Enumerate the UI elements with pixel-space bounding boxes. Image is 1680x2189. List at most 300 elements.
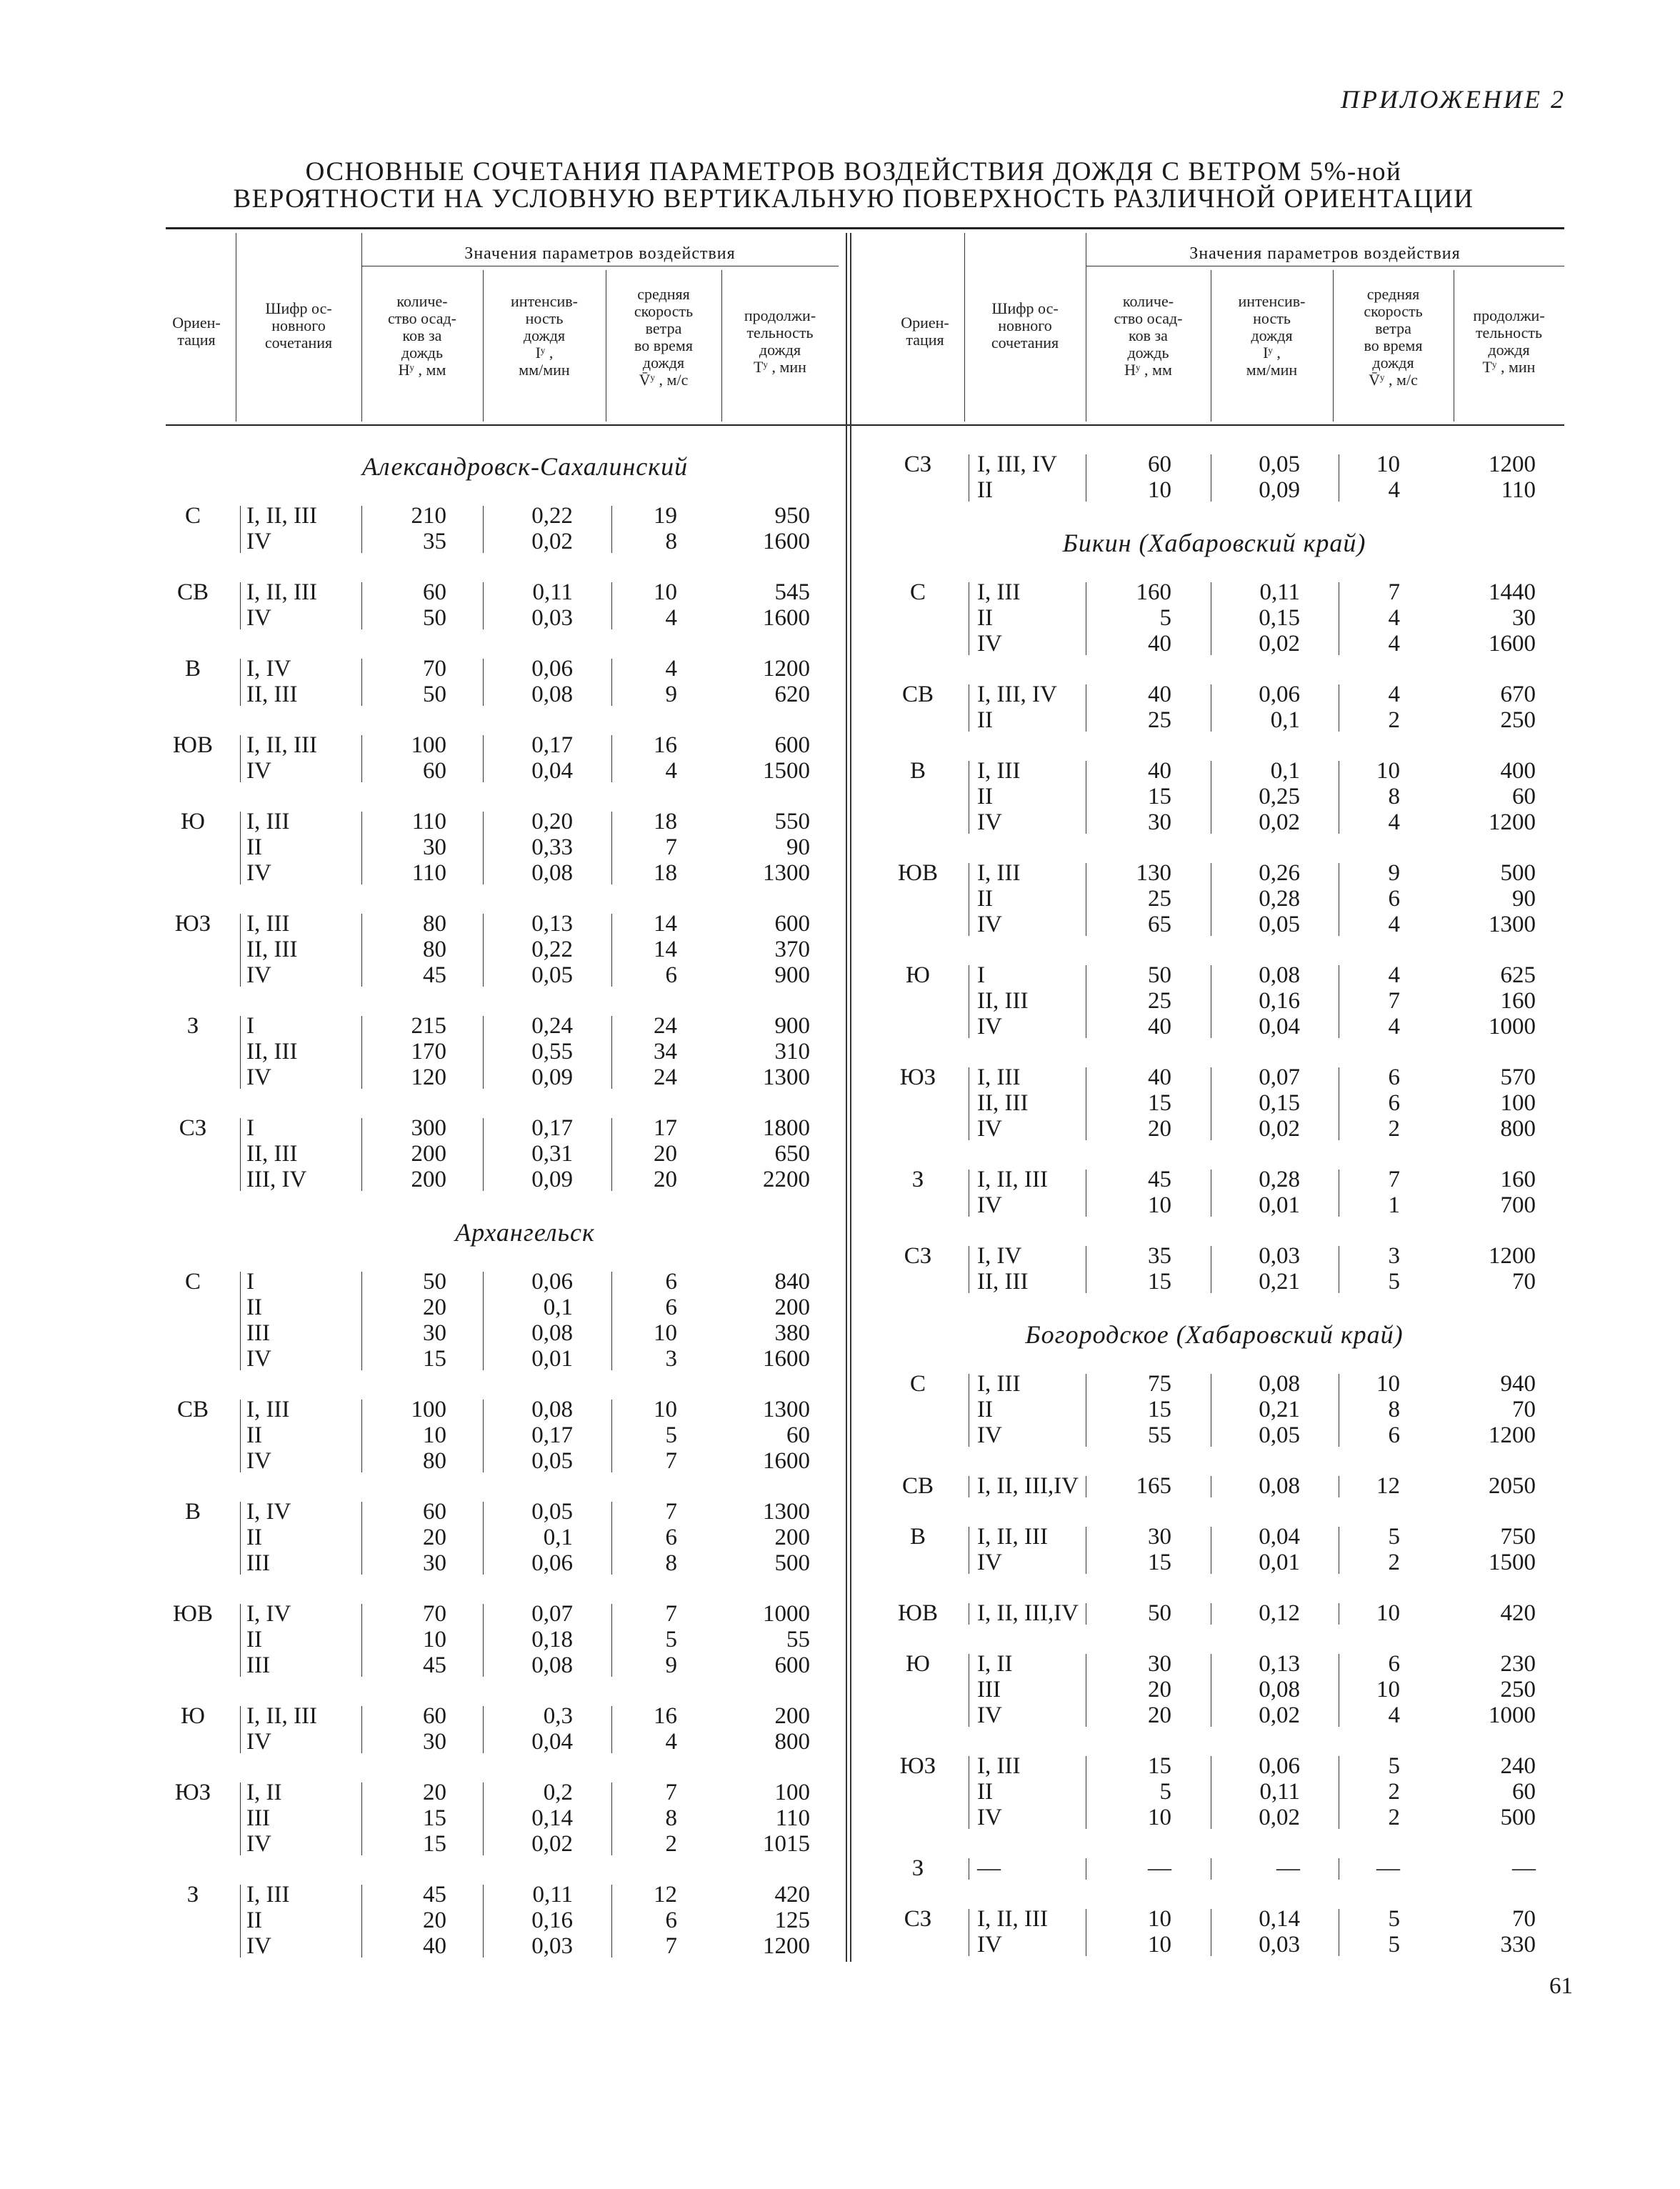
table-row: [0, 834, 810, 860]
code-cell: I, IV: [246, 1499, 291, 1525]
column-separator: [611, 582, 612, 629]
amount-cell: 15: [1148, 1090, 1171, 1116]
wind-speed-cell: —: [1376, 1855, 1400, 1881]
duration-cell: 2050: [1489, 1473, 1536, 1499]
duration-cell: 900: [774, 962, 810, 988]
duration-cell: 1600: [763, 529, 810, 554]
code-cell: I, III: [246, 1397, 290, 1422]
code-cell: III, IV: [246, 1167, 307, 1192]
intensity-cell: 0,02: [1259, 809, 1300, 835]
duration-cell: 200: [774, 1703, 810, 1729]
orientation-cell: СВ: [176, 1397, 209, 1422]
intensity-cell: —: [1276, 1855, 1300, 1881]
code-cell: I, II, III: [246, 579, 317, 605]
intensity-cell: 0,07: [531, 1601, 573, 1627]
wind-speed-cell: 12: [654, 1882, 677, 1908]
intensity-cell: 0,12: [1259, 1600, 1300, 1626]
code-cell: III: [977, 1677, 1001, 1702]
code-cell: I, III, IV: [977, 452, 1057, 477]
code-cell: II: [977, 886, 993, 912]
intensity-cell: 0,15: [1259, 1090, 1300, 1116]
amount-cell: 10: [423, 1627, 446, 1652]
column-separator: [361, 812, 362, 884]
code-cell: IV: [977, 1550, 1002, 1575]
amount-cell: 10: [423, 1422, 446, 1448]
wind-speed-cell: 5: [1388, 1524, 1400, 1550]
amount-cell: 50: [1148, 1600, 1171, 1626]
amount-cell: 20: [423, 1908, 446, 1933]
intensity-cell: 0,17: [531, 1115, 573, 1141]
header-duration-right: продолжи- тельность дождя Тʸ , мин: [1473, 306, 1545, 376]
duration-cell: 1500: [763, 758, 810, 784]
column-separator: [240, 1272, 241, 1370]
table-row: [0, 1831, 810, 1857]
duration-cell: 1200: [1489, 1243, 1536, 1269]
intensity-cell: 0,11: [1259, 1779, 1300, 1805]
column-separator: [611, 914, 612, 987]
table-row: [0, 937, 810, 962]
duration-cell: 250: [1500, 707, 1536, 733]
table-row: [0, 503, 810, 529]
wind-speed-cell: 14: [654, 911, 677, 937]
code-cell: II: [246, 1627, 262, 1652]
column-separator: [240, 1706, 241, 1753]
table-row: [0, 1882, 810, 1908]
table-row: [0, 1677, 1536, 1702]
amount-cell: 80: [423, 1448, 446, 1474]
duration-cell: 420: [774, 1882, 810, 1908]
wind-speed-cell: 9: [1388, 860, 1400, 886]
intensity-cell: 0,05: [531, 1448, 573, 1474]
intensity-cell: 0,16: [1259, 988, 1300, 1014]
amount-cell: 120: [411, 1064, 446, 1090]
code-cell: IV: [977, 1014, 1002, 1039]
table-row: [0, 631, 1536, 657]
intensity-cell: 0,08: [1259, 1371, 1300, 1397]
intensity-cell: 0,05: [531, 962, 573, 988]
intensity-cell: 0,03: [1259, 1932, 1300, 1958]
column-separator: [361, 914, 362, 987]
column-separator: [611, 1272, 612, 1370]
column-separator: [240, 812, 241, 884]
intensity-cell: 0,14: [531, 1805, 573, 1831]
amount-cell: 65: [1148, 912, 1171, 937]
amount-cell: 15: [1148, 1397, 1171, 1422]
wind-speed-cell: 4: [1388, 631, 1400, 657]
wind-speed-cell: 3: [1388, 1243, 1400, 1269]
wind-speed-cell: 8: [665, 1805, 677, 1831]
orientation-cell: В: [184, 1499, 201, 1525]
amount-cell: 15: [1148, 1269, 1171, 1295]
column-separator: [611, 1502, 612, 1575]
intensity-cell: 0,09: [1259, 477, 1300, 503]
intensity-cell: 0,02: [1259, 1116, 1300, 1142]
table-row: [0, 529, 810, 554]
duration-cell: 1600: [763, 605, 810, 631]
amount-cell: —: [1148, 1855, 1171, 1881]
column-separator: [611, 1400, 612, 1472]
wind-speed-cell: 10: [654, 579, 677, 605]
duration-cell: 330: [1500, 1932, 1536, 1958]
column-separator: [483, 1272, 484, 1370]
orientation-cell: ЮЗ: [899, 1064, 936, 1090]
wind-speed-cell: 4: [665, 605, 677, 631]
header-group-label: Значения параметров воздействия: [464, 244, 736, 263]
intensity-cell: 0,06: [531, 656, 573, 682]
intensity-cell: 0,06: [531, 1269, 573, 1295]
code-cell: I, IV: [246, 656, 291, 682]
intensity-cell: 0,07: [1259, 1064, 1300, 1090]
wind-speed-cell: 4: [1388, 1702, 1400, 1728]
amount-cell: 170: [411, 1039, 446, 1064]
duration-cell: 380: [774, 1320, 810, 1346]
code-cell: II: [977, 605, 993, 631]
wind-speed-cell: 4: [1388, 605, 1400, 631]
code-cell: II: [977, 784, 993, 809]
wind-speed-cell: 2: [1388, 1116, 1400, 1142]
intensity-cell: 0,20: [531, 809, 573, 834]
duration-cell: 240: [1500, 1753, 1536, 1779]
header-intensity-left: интенсив- ность дождя Iʸ , мм/мин: [511, 292, 578, 379]
wind-speed-cell: 6: [1388, 1090, 1400, 1116]
wind-speed-cell: 10: [654, 1320, 677, 1346]
code-cell: IV: [977, 1805, 1002, 1830]
code-cell: I, III, IV: [977, 682, 1057, 707]
code-cell: I, II, III: [977, 1906, 1048, 1932]
column-separator: [611, 1016, 612, 1089]
intensity-cell: 0,08: [531, 1652, 573, 1678]
column-separator: [361, 1400, 362, 1472]
appendix-label: ПРИЛОЖЕНИЕ 2: [1341, 85, 1566, 114]
wind-speed-cell: 24: [654, 1064, 677, 1090]
intensity-cell: 0,1: [543, 1295, 573, 1320]
amount-cell: 80: [423, 937, 446, 962]
intensity-cell: 0,3: [543, 1703, 573, 1729]
wind-speed-cell: 6: [665, 962, 677, 988]
amount-cell: 165: [1136, 1473, 1171, 1499]
duration-cell: 500: [774, 1550, 810, 1576]
intensity-cell: 0,08: [531, 1397, 573, 1422]
orientation-cell: С: [909, 1371, 926, 1397]
wind-speed-cell: 6: [665, 1908, 677, 1933]
wind-speed-cell: 10: [654, 1397, 677, 1422]
wind-speed-cell: 3: [665, 1346, 677, 1372]
amount-cell: 10: [1148, 1932, 1171, 1958]
wind-speed-cell: 10: [1376, 1371, 1400, 1397]
duration-cell: 1500: [1489, 1550, 1536, 1575]
amount-cell: 60: [423, 579, 446, 605]
intensity-cell: 0,1: [1270, 707, 1300, 733]
column-separator: [361, 1016, 362, 1089]
intensity-cell: 0,22: [531, 937, 573, 962]
wind-speed-cell: 24: [654, 1013, 677, 1039]
table-row: [0, 477, 1536, 503]
wind-speed-cell: 4: [665, 758, 677, 784]
code-cell: I, III: [977, 1064, 1021, 1090]
duration-cell: 1800: [763, 1115, 810, 1141]
intensity-cell: 0,2: [543, 1780, 573, 1805]
intensity-cell: 0,03: [1259, 1243, 1300, 1269]
orientation-cell: З: [911, 1855, 924, 1881]
duration-cell: 1200: [1489, 452, 1536, 477]
duration-cell: 1300: [763, 1064, 810, 1090]
intensity-cell: 0,04: [531, 758, 573, 784]
column-separator: [240, 1016, 241, 1089]
orientation-cell: В: [909, 1524, 926, 1550]
wind-speed-cell: 2: [1388, 1550, 1400, 1575]
amount-cell: 50: [423, 682, 446, 707]
code-cell: I, II: [977, 1651, 1013, 1677]
orientation-cell: СВ: [176, 579, 209, 605]
duration-cell: 60: [1512, 784, 1536, 809]
table-top-rule: [166, 227, 1564, 229]
duration-cell: 600: [774, 732, 810, 758]
code-cell: IV: [977, 631, 1002, 657]
code-cell: IV: [977, 1702, 1002, 1728]
orientation-cell: ЮВ: [898, 860, 938, 886]
duration-cell: 800: [1500, 1116, 1536, 1142]
amount-cell: 10: [1148, 1906, 1171, 1932]
duration-cell: 1600: [1489, 631, 1536, 657]
code-cell: II, III: [977, 988, 1029, 1014]
title-line: ОСНОВНЫЕ СОЧЕТАНИЯ ПАРАМЕТРОВ ВОЗДЕЙСТВИЯ ДОЖДЯ С ВЕТРОМ 5%-ной: [305, 157, 1402, 186]
code-cell: I, III: [977, 758, 1021, 784]
duration-cell: 620: [774, 682, 810, 707]
table-column-divider: [846, 233, 851, 1962]
intensity-cell: 0,01: [531, 1346, 573, 1372]
intensity-cell: 0,25: [1259, 784, 1300, 809]
intensity-cell: 0,1: [543, 1525, 573, 1550]
amount-cell: 200: [411, 1167, 446, 1192]
column-separator: [483, 735, 484, 782]
intensity-cell: 0,05: [1259, 912, 1300, 937]
duration-cell: 600: [774, 911, 810, 937]
duration-cell: 700: [1500, 1192, 1536, 1218]
amount-cell: 50: [1148, 962, 1171, 988]
wind-speed-cell: 20: [654, 1141, 677, 1167]
wind-speed-cell: 8: [665, 1550, 677, 1576]
amount-cell: 45: [1148, 1167, 1171, 1192]
amount-cell: 15: [423, 1831, 446, 1857]
intensity-cell: 0,02: [531, 1831, 573, 1857]
page-number: 61: [1549, 1973, 1573, 1999]
intensity-cell: 0,28: [1259, 1167, 1300, 1192]
amount-cell: 30: [423, 834, 446, 860]
amount-cell: 160: [1136, 579, 1171, 605]
wind-speed-cell: 7: [665, 1780, 677, 1805]
table-row: [0, 1855, 1536, 1881]
duration-cell: 650: [774, 1141, 810, 1167]
duration-cell: 670: [1500, 682, 1536, 707]
wind-speed-cell: 10: [1376, 452, 1400, 477]
header-wind-left: средняя скорость ветра во время дождя V̄ʸ , м/с: [634, 285, 694, 389]
amount-cell: 10: [1148, 1192, 1171, 1218]
code-cell: II, III: [246, 682, 298, 707]
wind-speed-cell: 7: [665, 1933, 677, 1959]
amount-cell: 110: [411, 809, 446, 834]
intensity-cell: 0,33: [531, 834, 573, 860]
wind-speed-cell: 7: [665, 1448, 677, 1474]
column-separator: [483, 812, 484, 884]
document-title: [157, 159, 1550, 213]
amount-cell: 30: [1148, 1651, 1171, 1677]
intensity-cell: 0,06: [531, 1550, 573, 1576]
code-cell: IV: [246, 962, 271, 988]
orientation-cell: В: [909, 758, 926, 784]
amount-cell: 215: [411, 1013, 446, 1039]
amount-cell: 30: [423, 1729, 446, 1755]
code-cell: IV: [246, 1729, 271, 1755]
duration-cell: 625: [1500, 962, 1536, 988]
section-title: Архангельск: [455, 1218, 595, 1247]
column-separator: [240, 1400, 241, 1472]
amount-cell: 30: [1148, 809, 1171, 835]
amount-cell: 60: [423, 1499, 446, 1525]
amount-cell: 15: [423, 1346, 446, 1372]
code-cell: I, III: [977, 579, 1021, 605]
duration-cell: 750: [1500, 1524, 1536, 1550]
wind-speed-cell: 5: [665, 1627, 677, 1652]
column-separator: [361, 1118, 362, 1191]
duration-cell: 500: [1500, 1805, 1536, 1830]
intensity-cell: 0,08: [1259, 962, 1300, 988]
amount-cell: 5: [1159, 1779, 1171, 1805]
intensity-cell: 0,21: [1259, 1397, 1300, 1422]
amount-cell: 20: [423, 1780, 446, 1805]
code-cell: IV: [246, 1346, 271, 1372]
code-cell: I, II, III: [246, 503, 317, 529]
wind-speed-cell: 4: [665, 656, 677, 682]
duration-cell: 310: [774, 1039, 810, 1064]
wind-speed-cell: 12: [1376, 1473, 1400, 1499]
header-intensity-right: интенсив- ность дождя Iʸ , мм/мин: [1238, 292, 1306, 379]
amount-cell: 80: [423, 911, 446, 937]
column-separator: [240, 1502, 241, 1575]
orientation-cell: Ю: [181, 1703, 205, 1729]
code-cell: II: [246, 1908, 262, 1933]
orientation-cell: З: [186, 1013, 199, 1039]
wind-speed-cell: 7: [1388, 988, 1400, 1014]
section-title: Богородское (Хабаровский край): [1025, 1320, 1404, 1349]
intensity-cell: 0,15: [1259, 605, 1300, 631]
wind-speed-cell: 14: [654, 937, 677, 962]
column-separator: [361, 506, 362, 553]
table-row: [0, 988, 1536, 1014]
duration-cell: 550: [774, 809, 810, 834]
header-orientation-right: Ориен- тация: [901, 314, 949, 349]
column-separator: [483, 582, 484, 629]
amount-cell: 100: [411, 732, 446, 758]
intensity-cell: 0,03: [531, 605, 573, 631]
intensity-cell: 0,22: [531, 503, 573, 529]
amount-cell: 40: [423, 1933, 446, 1959]
column-separator: [611, 812, 612, 884]
code-cell: I, IV: [977, 1243, 1022, 1269]
duration-cell: 110: [1501, 477, 1536, 503]
column-separator: [483, 1502, 484, 1575]
code-cell: I: [246, 1115, 254, 1141]
intensity-cell: 0,01: [1259, 1550, 1300, 1575]
column-separator: [240, 506, 241, 553]
intensity-cell: 0,13: [1259, 1651, 1300, 1677]
duration-cell: 30: [1512, 605, 1536, 631]
table-row: [0, 1295, 810, 1320]
table-row: [0, 656, 810, 682]
code-cell: IV: [977, 809, 1002, 835]
duration-cell: 160: [1500, 988, 1536, 1014]
duration-cell: 420: [1500, 1600, 1536, 1626]
duration-cell: 1000: [1489, 1014, 1536, 1039]
table-row: [0, 1499, 810, 1525]
table-row: [0, 1039, 810, 1064]
code-cell: IV: [246, 1064, 271, 1090]
duration-cell: 250: [1500, 1677, 1536, 1702]
code-cell: IV: [977, 1192, 1002, 1218]
amount-cell: 40: [1148, 1014, 1171, 1039]
duration-cell: 1600: [763, 1346, 810, 1372]
column-separator: [361, 735, 362, 782]
wind-speed-cell: 6: [1388, 1651, 1400, 1677]
column-separator: [611, 1118, 612, 1191]
intensity-cell: 0,11: [1259, 579, 1300, 605]
duration-cell: 570: [1500, 1064, 1536, 1090]
column-separator: [483, 506, 484, 553]
column-separator: [483, 1706, 484, 1753]
intensity-cell: 0,04: [1259, 1014, 1300, 1039]
table-row: [0, 1346, 810, 1372]
duration-cell: 1600: [763, 1448, 810, 1474]
orientation-cell: ЮВ: [898, 1600, 938, 1626]
amount-cell: 20: [1148, 1702, 1171, 1728]
wind-speed-cell: 4: [1388, 912, 1400, 937]
amount-cell: 25: [1148, 988, 1171, 1014]
wind-speed-cell: 1: [1388, 1192, 1400, 1218]
duration-cell: 600: [774, 1652, 810, 1678]
code-cell: IV: [246, 1933, 271, 1959]
amount-cell: 35: [1148, 1243, 1171, 1269]
duration-cell: 60: [786, 1422, 810, 1448]
duration-cell: 400: [1500, 758, 1536, 784]
intensity-cell: 0,26: [1259, 860, 1300, 886]
duration-cell: 900: [774, 1013, 810, 1039]
intensity-cell: 0,03: [531, 1933, 573, 1959]
intensity-cell: 0,21: [1259, 1269, 1300, 1295]
wind-speed-cell: 10: [1376, 1677, 1400, 1702]
amount-cell: 30: [1148, 1524, 1171, 1550]
code-cell: II: [246, 1422, 262, 1448]
column-separator: [483, 1400, 484, 1472]
wind-speed-cell: 5: [665, 1422, 677, 1448]
intensity-cell: 0,24: [531, 1013, 573, 1039]
column-separator: [361, 1782, 362, 1855]
header-orientation-left: Ориен- тация: [172, 314, 221, 349]
duration-cell: 200: [774, 1525, 810, 1550]
intensity-cell: 0,09: [531, 1064, 573, 1090]
wind-speed-cell: 4: [665, 1729, 677, 1755]
wind-speed-cell: 17: [654, 1115, 677, 1141]
duration-cell: 1000: [1489, 1702, 1536, 1728]
intensity-cell: 0,08: [1259, 1473, 1300, 1499]
intensity-cell: 0,1: [1270, 758, 1300, 784]
duration-cell: 500: [1500, 860, 1536, 886]
column-separator: [611, 1706, 612, 1753]
wind-speed-cell: 4: [1388, 682, 1400, 707]
duration-cell: 1300: [763, 860, 810, 886]
orientation-cell: СЗ: [904, 1906, 932, 1932]
table-row: [0, 1192, 1536, 1218]
column-separator: [483, 1782, 484, 1855]
code-cell: II: [246, 834, 262, 860]
